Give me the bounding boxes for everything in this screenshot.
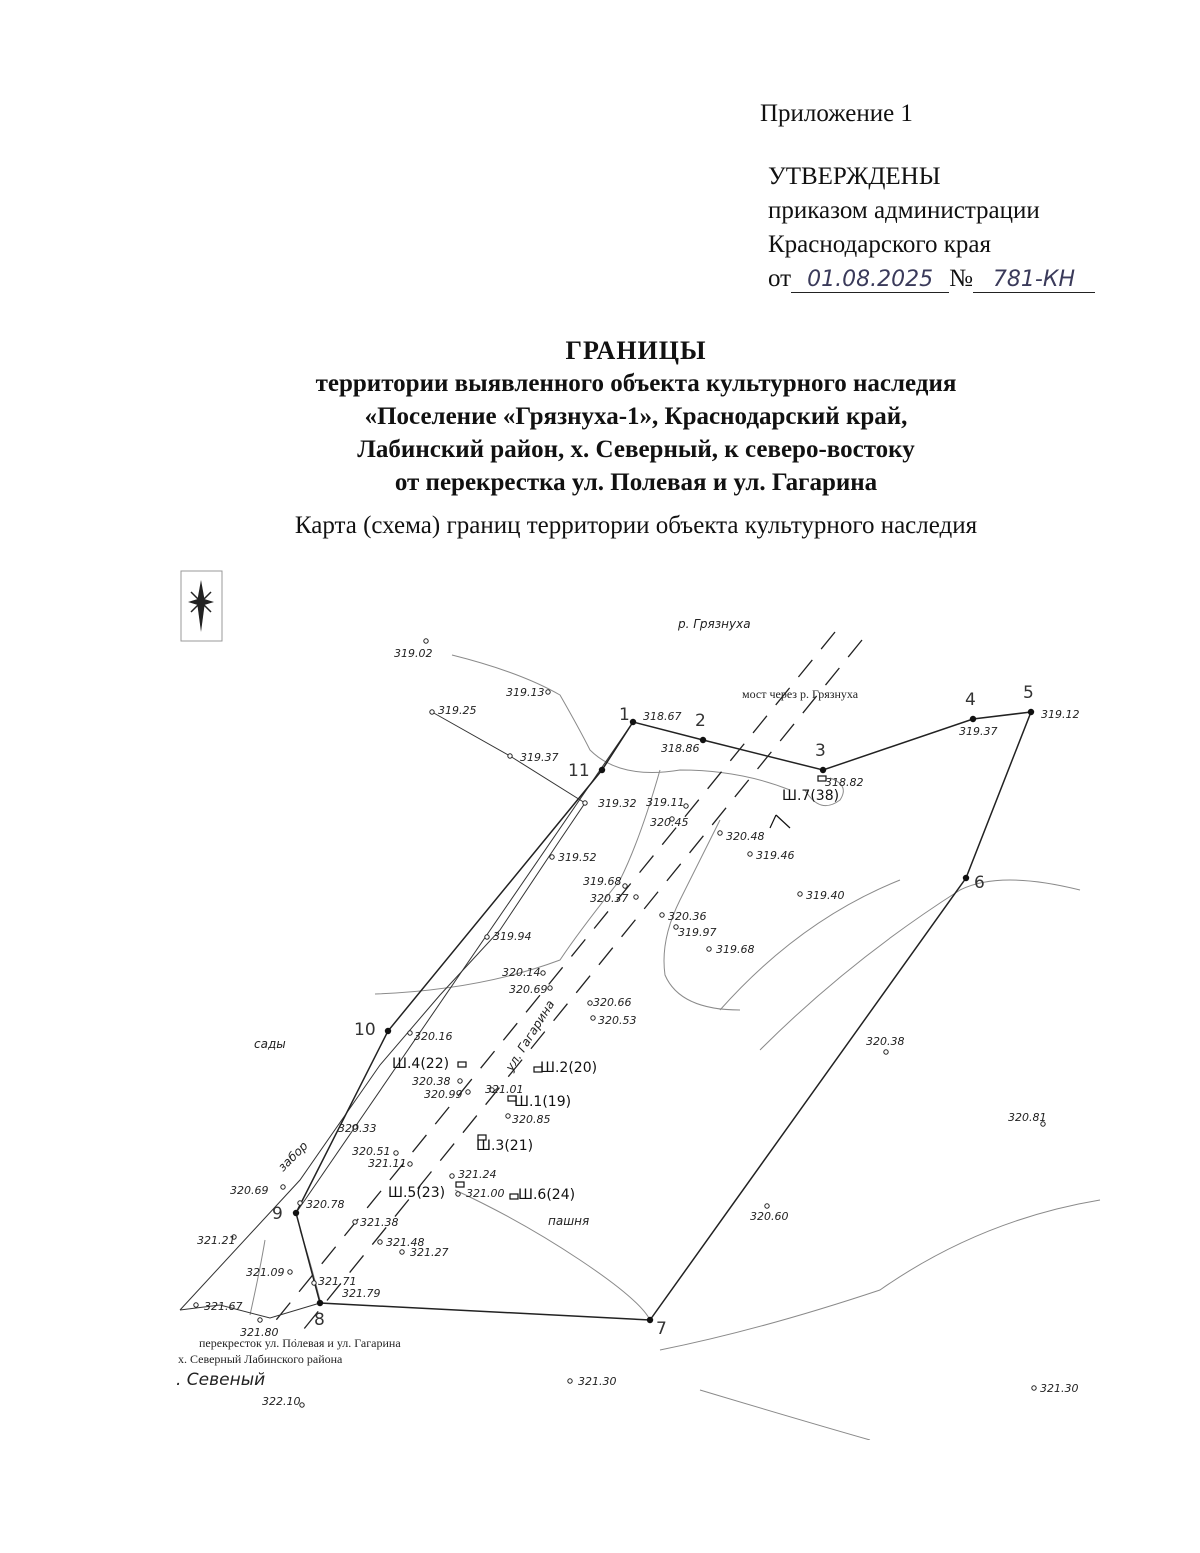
approval-block [768,160,1095,296]
elevation-point [378,1240,382,1244]
elevation-value: 321.38 [360,1216,399,1229]
elevation-value: 320.45 [650,816,689,829]
number-label: № [949,265,973,292]
elevation-value: 319.40 [806,889,845,902]
elevation-value: 319.13 [506,686,545,699]
elevation-point [583,801,587,805]
elevation-value: 320.33 [338,1122,377,1135]
approval-line-1: УТВЕРЖДЕНЫ [768,163,941,190]
elevation-point [588,1001,592,1005]
vertex-number-5: 5 [1023,683,1034,703]
elevation-value: 319.94 [493,930,532,943]
boundary-vertex-7 [647,1317,653,1323]
elevation-value: 320.69 [230,1184,269,1197]
elevation-point [623,884,627,888]
elevation-point [798,892,802,896]
elevation-point [765,1204,769,1208]
marker-arrow-icon [770,815,790,828]
elevation-point [634,895,638,899]
vertex-number-8: 8 [314,1310,325,1330]
vertex-elevation-8: 321.79 [342,1287,381,1300]
elevation-value: 322.10 [262,1395,301,1408]
gardens-label: сады [254,1037,286,1051]
elevation-value: 321.24 [458,1168,497,1181]
document-title [0,334,1200,499]
elevation-value: 319.02 [394,647,433,660]
title-main: ГРАНИЦЫ [565,336,707,365]
elevation-point [424,639,428,643]
boundary-vertex-11 [599,767,605,773]
elevation-value: 319.52 [558,851,597,864]
elevation-value: 320.37 [590,892,629,905]
elevation-value: 319.37 [520,751,559,764]
vertex-elevation-4: 319.37 [959,725,998,738]
street-label: ул. Гагарина [502,997,558,1074]
elevation-point [591,1016,595,1020]
elevation-value: 320.78 [306,1198,345,1211]
elevation-value: 319.97 [678,926,717,939]
elevation-value: 319.68 [583,875,622,888]
elevation-value: 320.81 [1008,1111,1047,1124]
elevation-point [298,1201,302,1205]
elevation-value: 321.11 [368,1157,407,1170]
object-label: Ш.3(21) [476,1138,534,1154]
boundary-map [0,560,1200,1440]
elevation-point [458,1079,462,1083]
vertex-number-9: 9 [272,1204,283,1224]
elevation-point [394,1151,398,1155]
elevation-point [707,947,711,951]
elevation-point [408,1031,412,1035]
elevation-value: 319.11 [646,796,685,809]
elevation-point [506,1114,510,1118]
object-label: Ш.4(22) [392,1056,450,1072]
river-label: р. Грязнуха [678,617,751,631]
elevation-point [456,1192,460,1196]
vertex-number-7: 7 [656,1319,667,1339]
elevation-point [485,935,489,939]
appendix-label: Приложение 1 [760,100,913,127]
object-marker [456,1182,464,1187]
title-line-3: Лабинский район, х. Северный, к северо-востоку [357,436,915,463]
elevation-point [660,913,664,917]
elevation-value: 320.99 [424,1088,463,1101]
boundary-vertex-6 [963,875,969,881]
approval-number: 781-КН [973,268,1095,293]
elevation-value: 320.66 [593,996,632,1009]
elevation-value: 319.68 [716,943,755,956]
map-caption: Карта (схема) границ территории объекта культурного наследия [294,512,978,539]
vertex-number-4: 4 [965,690,976,710]
elevation-value: 319.46 [756,849,795,862]
title-line-1: территории выявленного объекта культурного наследия [315,370,957,397]
boundary-vertex-3 [820,767,826,773]
vertex-number-1: 1 [619,705,630,725]
boundary-vertex-1 [630,719,636,725]
object-label: Ш.7(38) [782,788,840,804]
field-label: пашня [548,1214,590,1228]
elevation-point [450,1174,454,1178]
title-line-2: «Поселение «Грязнуха-1», Краснодарский край, [364,403,908,430]
elevation-value: 321.00 [466,1187,505,1200]
elevation-marks [194,639,1079,1408]
elevation-point [748,852,752,856]
elevation-point [400,1250,404,1254]
elevation-point [1032,1386,1036,1390]
object-label: Ш.2(20) [540,1060,598,1076]
elevation-value: 320.36 [668,910,707,923]
boundary-vertex-10 [385,1028,391,1034]
elevation-point [884,1050,888,1054]
north-arrow-icon [181,571,222,641]
elevation-value: 320.38 [866,1035,905,1048]
elevation-value: 321.48 [386,1236,425,1249]
elevation-point [546,690,550,694]
elevation-point [550,855,554,859]
approval-date: 01.08.2025 [791,268,949,293]
elevation-value: 320.16 [414,1030,453,1043]
elevation-value: 320.14 [502,966,541,979]
elevation-value: 320.60 [750,1210,789,1223]
elevation-point [508,754,512,758]
elevation-point [718,831,722,835]
elevation-value: 321.01 [485,1083,524,1096]
elevation-point [281,1185,285,1189]
elevation-value: 321.67 [204,1300,243,1313]
elevation-point [466,1090,470,1094]
street-gagarina [268,632,862,1340]
boundary-vertex-5 [1028,709,1034,715]
farm-label: х. Северный Лабинского района [178,1352,343,1366]
object-marker [510,1194,518,1199]
vertex-number-2: 2 [695,711,706,731]
elevation-point [430,710,434,714]
approval-line-3: Краснодарского края [768,231,991,258]
elevation-value: 320.69 [509,983,548,996]
elevation-point [548,986,552,990]
boundary-vertex-2 [700,737,706,743]
elevation-value: 321.21 [197,1234,236,1247]
vertex-number-6: 6 [974,873,985,893]
elevation-value: 320.53 [598,1014,637,1027]
elevation-value: 321.30 [1040,1382,1079,1395]
vertex-number-10: 10 [354,1020,376,1040]
elevation-point [312,1281,316,1285]
elevation-value: 319.32 [598,797,637,810]
boundary-vertex-4 [970,716,976,722]
from-label: от [768,265,792,292]
bridge-label: мост через р. Грязнуха [742,687,859,701]
elevation-point [568,1379,572,1383]
elevation-value: 320.51 [352,1145,391,1158]
vertex-number-3: 3 [815,741,826,761]
vertex-elevation-3: 318.82 [825,776,864,789]
approval-date-line [768,262,1095,296]
village-label: . Севеный [176,1370,266,1390]
elevation-point [541,971,545,975]
elevation-value: 321.09 [246,1266,285,1279]
elevation-point [288,1270,292,1274]
crossroad-line [180,1303,320,1318]
elevation-value: 321.30 [578,1375,617,1388]
vertex-elevation-1: 318.67 [643,710,682,723]
object-marker [458,1062,466,1067]
boundary-vertex-9 [293,1210,299,1216]
fence-label: забор [275,1138,311,1175]
approval-line-2: приказом администрации [768,197,1040,224]
object-label: Ш.5(23) [388,1185,446,1201]
elevation-value: 320.38 [412,1075,451,1088]
map-objects [388,776,839,1203]
object-label: Ш.1(19) [514,1094,572,1110]
elevation-point [353,1220,357,1224]
elevation-point [408,1162,412,1166]
vertex-elevation-5: 319.12 [1041,708,1080,721]
vertex-number-11: 11 [568,761,590,781]
elevation-value: 320.85 [512,1113,551,1126]
elevation-value: 321.80 [240,1326,279,1339]
object-label: Ш.6(24) [518,1187,576,1203]
elevation-point [194,1303,198,1307]
boundary-vertex-8 [317,1300,323,1306]
title-line-4: от перекрестка ул. Полевая и ул. Гагарина [394,469,878,496]
vertex-elevation-2: 318.86 [661,742,700,755]
elevation-point [258,1318,262,1322]
background-features [250,655,1100,1440]
crossroad-label: перекресток ул. Полевая и ул. Гагарина [199,1336,401,1350]
elevation-value: 321.71 [318,1275,357,1288]
elevation-value: 321.27 [410,1246,449,1259]
elevation-value: 320.48 [726,830,765,843]
elevation-value: 319.25 [438,704,477,717]
